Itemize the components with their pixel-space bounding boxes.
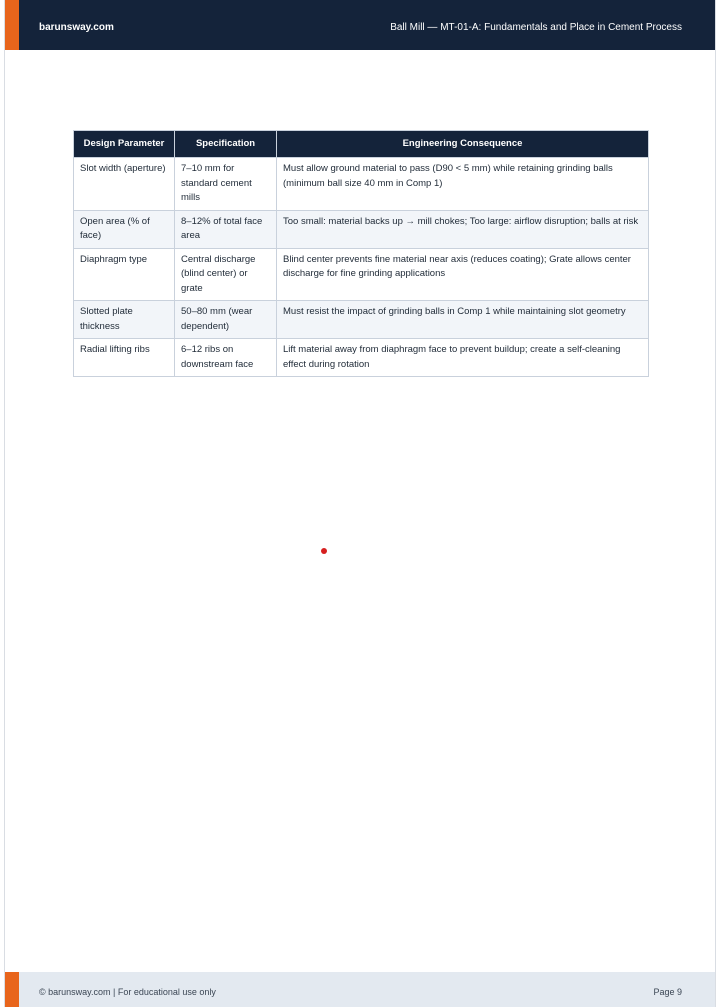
header-accent-bar <box>5 0 19 50</box>
cell-parameter: Radial lifting ribs <box>74 339 175 377</box>
diaphragm-design-table <box>73 130 649 377</box>
page-header <box>5 0 715 50</box>
cell-consequence: Must allow ground material to pass (D90 < 5 mm) while retaining grinding balls (minimum ball size 40 mm in Comp 1) <box>277 158 649 211</box>
table-row <box>74 210 649 248</box>
cell-specification: 50–80 mm (wear dependent) <box>175 301 277 339</box>
page-footer <box>5 972 715 1007</box>
column-header-specification: Specification <box>175 131 277 158</box>
cell-consequence: Must resist the impact of grinding balls in Comp 1 while maintaining slot geometry <box>277 301 649 339</box>
cell-consequence: Too small: material backs up → mill chokes; Too large: airflow disruption; balls at risk <box>277 210 649 248</box>
table-row <box>74 301 649 339</box>
cell-parameter: Diaphragm type <box>74 248 175 301</box>
table-row <box>74 339 649 377</box>
cell-specification: 8–12% of total face area <box>175 210 277 248</box>
cell-consequence: Blind center prevents fine material near axis (reduces coating); Grate allows center discharge for fine grinding applications <box>277 248 649 301</box>
page-border-left <box>4 0 5 1007</box>
column-header-consequence: Engineering Consequence <box>277 131 649 158</box>
table-header-row <box>74 131 649 158</box>
cell-parameter: Slot width (aperture) <box>74 158 175 211</box>
column-header-parameter: Design Parameter <box>74 131 175 158</box>
red-dot-marker <box>321 548 327 554</box>
cell-parameter: Open area (% of face) <box>74 210 175 248</box>
header-document-title: Ball Mill — MT-01-A: Fundamentals and Place in Cement Process <box>390 22 682 33</box>
cell-specification: 7–10 mm for standard cement mills <box>175 158 277 211</box>
footer-accent-bar <box>5 972 19 1007</box>
cell-specification: Central discharge (blind center) or grate <box>175 248 277 301</box>
page-border-right <box>715 0 716 1007</box>
footer-page-number: Page 9 <box>653 987 682 997</box>
table-row <box>74 248 649 301</box>
cell-specification: 6–12 ribs on downstream face <box>175 339 277 377</box>
footer-copyright: © barunsway.com | For educational use only <box>39 987 216 997</box>
cell-parameter: Slotted plate thickness <box>74 301 175 339</box>
table-row <box>74 158 649 211</box>
header-brand: barunsway.com <box>39 22 114 33</box>
cell-consequence: Lift material away from diaphragm face to prevent buildup; create a self-cleaning effect during rotation <box>277 339 649 377</box>
